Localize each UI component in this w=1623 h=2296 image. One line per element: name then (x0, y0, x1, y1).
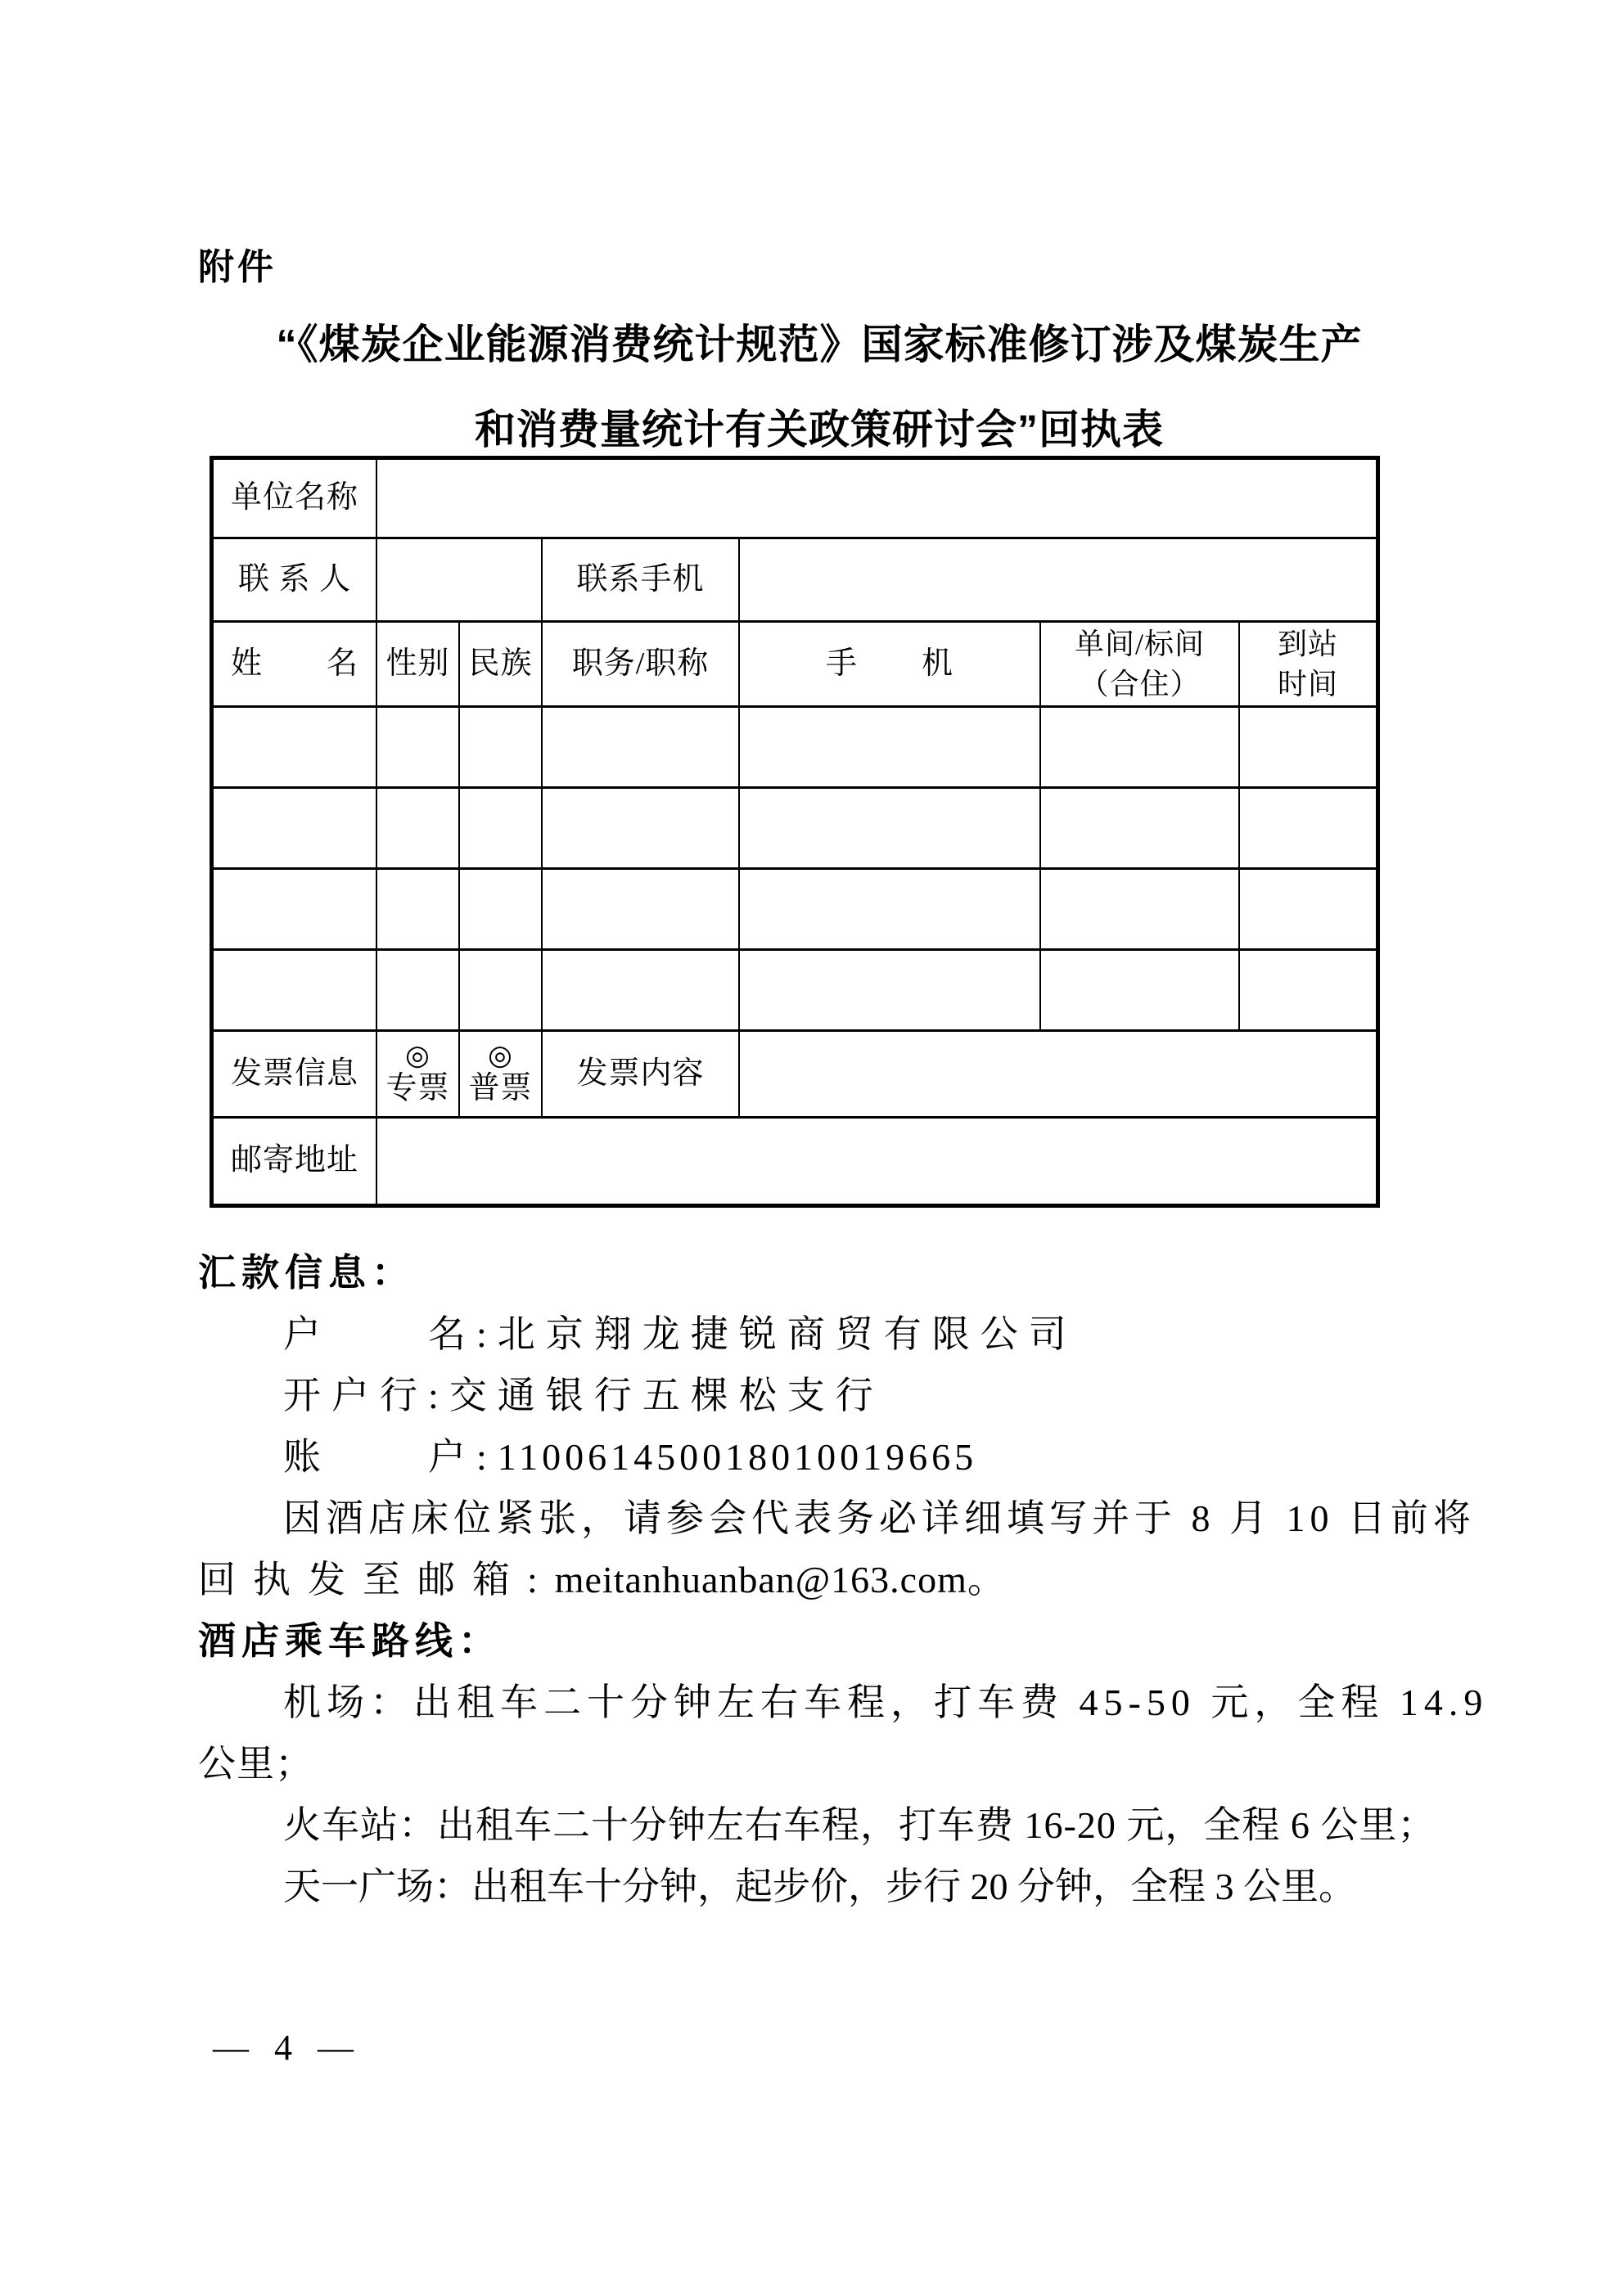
special-invoice-label: 专票 (385, 1071, 450, 1106)
participant-cell (1041, 789, 1240, 870)
participant-cell (543, 870, 740, 951)
account-number-label: 账 户: (283, 1436, 498, 1478)
account-number-value: 110061450018010019665 (497, 1436, 978, 1478)
header-name: 姓 名 (214, 623, 377, 708)
participant-cell (1240, 870, 1376, 951)
invoice-info-label: 发票信息 (214, 1032, 377, 1119)
participant-cell (543, 708, 740, 789)
participant-cell (460, 951, 543, 1032)
invoice-content-value-cell (740, 1032, 1376, 1119)
bank-label: 开户行: (283, 1375, 449, 1416)
form-title-line1: “《煤炭企业能源消费统计规范》国家标准修订涉及煤炭生产 (276, 322, 1363, 367)
participant-cell (377, 870, 460, 951)
participant-cell (460, 708, 543, 789)
participant-cell (1240, 708, 1376, 789)
participant-cell (740, 708, 1041, 789)
account-number-line (198, 1426, 1440, 1488)
participant-cell (214, 870, 377, 951)
participant-cell (543, 789, 740, 870)
participant-cell (214, 951, 377, 1032)
account-name-value: 北京翔龙捷锐商贸有限公司 (497, 1313, 1077, 1355)
participant-cell (1041, 708, 1240, 789)
header-ethnicity: 民族 (460, 623, 543, 708)
participant-cell (214, 789, 377, 870)
special-invoice-radio-icon: ◎ (405, 1040, 431, 1071)
general-invoice-label: 普票 (468, 1071, 533, 1106)
unit-name-value-cell (377, 460, 1376, 539)
participant-cell (1240, 789, 1376, 870)
account-name-line (198, 1303, 1440, 1365)
participant-cell (460, 870, 543, 951)
body-text (198, 1242, 1489, 1917)
participant-cell (377, 789, 460, 870)
participant-cell (214, 708, 377, 789)
header-gender: 性别 (377, 623, 460, 708)
header-arrival-time-line1: 到站 (1277, 627, 1338, 660)
general-invoice-radio-icon: ◎ (488, 1040, 513, 1071)
notice-email: meitanhuanban@163.com。 (554, 1559, 1006, 1600)
invoice-special-cell (377, 1032, 460, 1119)
account-name-label: 户 名: (283, 1313, 498, 1355)
airport-route-line2: 公里； (198, 1743, 313, 1785)
contact-value-cell (377, 539, 543, 623)
routes-heading: 酒店乘车路线： (198, 1619, 502, 1662)
registration-table (210, 456, 1380, 1208)
contact-label: 联 系 人 (214, 539, 377, 623)
participant-cell (377, 708, 460, 789)
remittance-heading: 汇款信息： (198, 1251, 415, 1294)
bank-value: 交通银行五棵松支行 (449, 1375, 884, 1416)
attachment-label: 附件 (198, 247, 277, 287)
header-room-type-line2: （合住） (1079, 667, 1201, 700)
participant-cell (740, 951, 1041, 1032)
train-route-line: 火车站：出租车二十分钟左右车程，打车费 16-20 元，全程 6 公里； (283, 1804, 1436, 1846)
header-mobile: 手 机 (740, 623, 1041, 708)
participant-cell (543, 951, 740, 1032)
form-title (198, 302, 1440, 472)
participant-cell (1041, 870, 1240, 951)
page-number: — 4 — (213, 2028, 362, 2068)
invoice-general-cell (460, 1032, 543, 1119)
mailing-address-label: 邮寄地址 (214, 1119, 377, 1204)
bank-line (198, 1365, 1440, 1426)
participant-cell (460, 789, 543, 870)
contact-mobile-label: 联系手机 (543, 539, 740, 623)
notice-line2 (198, 1549, 1440, 1610)
mailing-address-value-cell (377, 1119, 1376, 1204)
header-arrival-time (1240, 623, 1376, 708)
form-title-line2: 和消费量统计有关政策研讨会”回执表 (475, 407, 1164, 452)
participant-cell (1240, 951, 1376, 1032)
header-position-title: 职务/职称 (543, 623, 740, 708)
participant-cell (377, 951, 460, 1032)
notice-line2-prefix: 回执发至邮箱: (198, 1559, 555, 1600)
invoice-content-label: 发票内容 (543, 1032, 740, 1119)
participant-cell (1041, 951, 1240, 1032)
notice-line1: 因酒店床位紧张，请参会代表务必详细填写并于 8 月 10 日前将 (283, 1497, 1476, 1539)
header-room-type (1041, 623, 1240, 708)
participant-cell (740, 870, 1041, 951)
header-arrival-time-line2: 时间 (1277, 667, 1338, 700)
airport-route-line1: 机场：出租车二十分钟左右车程，打车费 45-50 元，全程 14.9 (283, 1681, 1489, 1723)
square-route-line: 天一广场：出租车十分钟，起步价，步行 20 分钟，全程 3 公里。 (283, 1866, 1356, 1907)
contact-mobile-value-cell (740, 539, 1376, 623)
header-room-type-line1: 单间/标间 (1074, 627, 1205, 660)
unit-name-label: 单位名称 (214, 460, 377, 539)
participant-cell (740, 789, 1041, 870)
